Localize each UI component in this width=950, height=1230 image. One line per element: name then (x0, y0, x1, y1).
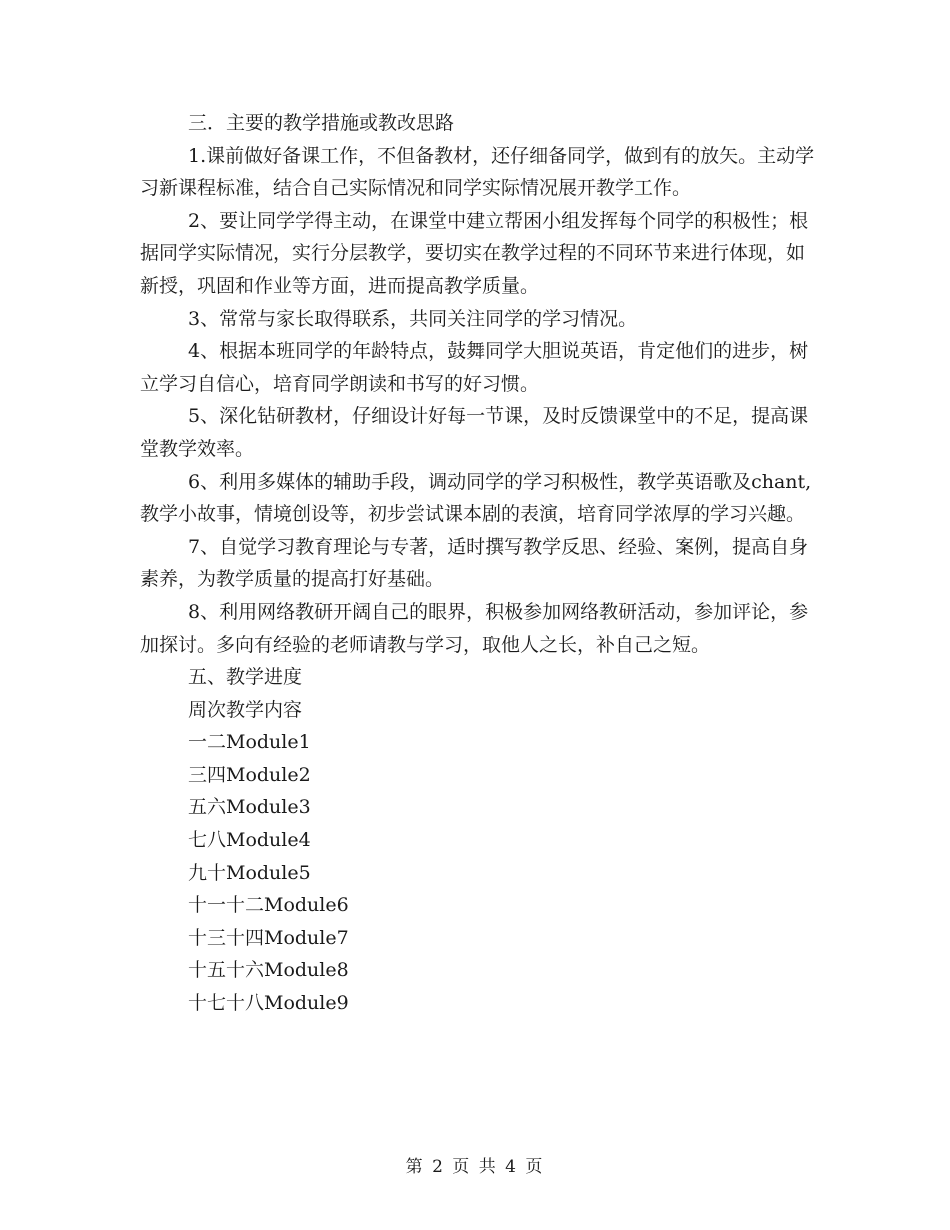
section-3-heading: 三．主要的教学措施或教改思路 (188, 112, 455, 134)
schedule-row: 三四Module2 (188, 763, 311, 786)
schedule-row: 十三十四Module7 (188, 926, 349, 949)
schedule-row: 十一十二Module6 (188, 894, 349, 917)
page-footer (0, 1152, 950, 1177)
paragraph-6: 6、利用多媒体的辅助手段，调动同学的学习积极性，教学英语歌及chant,教学小故事，情境创设等，初步尝试课本剧的表演，培育同学浓厚的学习兴趣。 (140, 470, 812, 526)
paragraph-3: 3、常常与家长取得联系，共同关注同学的学习情况。 (188, 307, 638, 330)
paragraph-8: 8、利用网络教研开阔自己的眼界，积极参加网络教研活动，参加评论，参加探讨。多向有经验的老师请教与学习，取他人之长，补自己之短。 (140, 600, 809, 656)
paragraph-2: 2、要让同学学得主动，在课堂中建立帮困小组发挥每个同学的积极性；根据同学实际情况，实行分层教学，要切实在教学过程的不同环节来进行体现，如新授，巩固和作业等方面，进而提高教学质量。 (140, 209, 809, 297)
paragraph-1: 1.课前做好备课工作，不但备教材，还仔细备同学，做到有的放矢。主动学习新课程标准，结合自己实际情况和同学实际情况展开教学工作。 (140, 144, 815, 200)
paragraph-7: 7、自觉学习教育理论与专著，适时撰写教学反思、经验、案例，提高自身素养，为教学质量的提高打好基础。 (140, 535, 809, 591)
page-number: 第 2 页 共 4 页 (405, 1157, 545, 1177)
schedule-row: 十五十六Module8 (188, 959, 349, 982)
schedule-row: 一二Module1 (188, 731, 311, 754)
document-body (140, 107, 820, 1020)
schedule-row: 九十Module5 (188, 861, 311, 884)
section-5-heading: 五、教学进度 (188, 666, 303, 689)
schedule-header: 周次教学内容 (188, 698, 303, 721)
schedule-row: 七八Module4 (188, 829, 311, 852)
schedule-row: 十七十八Module9 (188, 992, 349, 1015)
paragraph-5: 5、深化钻研教材，仔细设计好每一节课，及时反馈课堂中的不足，提高课堂教学效率。 (140, 405, 809, 460)
schedule-row: 五六Module3 (188, 796, 311, 819)
paragraph-4: 4、根据本班同学的年龄特点，鼓舞同学大胆说英语，肯定他们的进步，树立学习自信心，培育同学朗读和书写的好习惯。 (140, 340, 809, 395)
